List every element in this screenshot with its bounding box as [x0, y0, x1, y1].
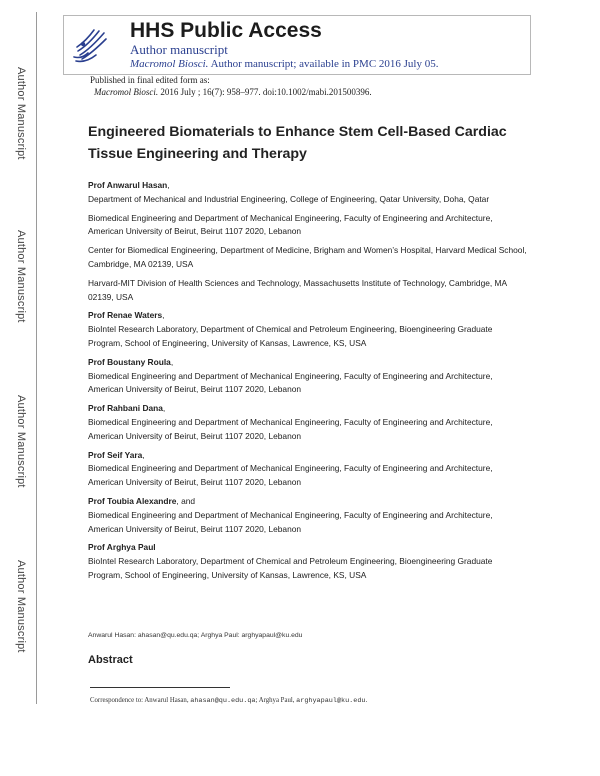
author-block: [88, 541, 528, 582]
availability-text: Author manuscript; available in PMC 2016 July 05.: [208, 58, 439, 70]
abstract-heading: Abstract: [88, 654, 133, 666]
author-name-line: [88, 402, 528, 416]
citation-journal: Macromol Biosci.: [94, 86, 159, 97]
hhs-public-access-title: HHS Public Access: [130, 19, 322, 42]
correspondence-footnote: [90, 697, 367, 705]
author-affiliation: Biomedical Engineering and Department of Mechanical Engineering, Faculty of Engineering and Architecture, American University of Beirut, Beirut 1107 2020, Lebanon: [88, 416, 493, 441]
availability-line: [130, 58, 439, 70]
publication-info: [90, 75, 372, 98]
author-name: Prof Renae Waters: [88, 310, 163, 321]
author-affiliation: Biomedical Engineering and Department of Mechanical Engineering, Faculty of Engineering and Architecture, American University of Beirut, Beirut 1107 2020, Lebanon: [88, 370, 493, 395]
author-affiliation: Biomedical Engineering and Department of Mechanical Engineering, Faculty of Engineering and Architecture, American University of Beirut, Beirut 1107 2020, Lebanon: [88, 463, 493, 488]
footnote-prefix: Correspondence to: Anwarul Hasan,: [90, 697, 191, 704]
article-title: Engineered Biomaterials to Enhance Stem Cell-Based Cardiac Tissue Engineering and Therapy: [88, 124, 507, 162]
published-label: Published in final edited form as:: [90, 75, 210, 85]
author-name: Prof Toubia Alexandre: [88, 495, 177, 506]
footnote-middle: ; Arghya Paul,: [255, 697, 297, 704]
author-block: [88, 495, 528, 536]
author-name-line: [88, 356, 528, 370]
author-name-line: [88, 309, 528, 323]
side-label-4: Author Manuscript: [15, 560, 27, 653]
footnote-email-paul[interactable]: arghyapaul@ku.edu: [296, 697, 366, 705]
author-block: [88, 356, 528, 397]
author-affiliation: BioIntel Research Laboratory, Department of Chemical and Petroleum Engineering, Bioengineering Graduate Program, School of Engineering, University of Kansas, Lawrence, KS, USA: [88, 324, 493, 348]
author-name-suffix: ,: [142, 449, 145, 460]
author-block: [88, 309, 528, 350]
author-block: [88, 449, 528, 490]
footnote-email-hasan[interactable]: ahasan@qu.edu.qa: [190, 697, 256, 705]
author-list: [88, 179, 528, 583]
author-name-suffix: ,: [162, 403, 166, 414]
citation-line: [90, 87, 372, 99]
side-label-2: Author Manuscript: [15, 230, 27, 323]
side-label-3: Author Manuscript: [15, 395, 27, 488]
author-name-suffix: ,: [170, 356, 174, 367]
author-affiliation: Biomedical Engineering and Department of Mechanical Engineering, Faculty of Engineering and Architecture, American University of Beirut, Beirut 1107 2020, Lebanon: [88, 509, 493, 534]
author-block: [88, 402, 528, 443]
author-name-line: [88, 179, 528, 193]
author-affiliation: Department of Mechanical and Industrial Engineering, College of Engineering, Qatar University, Doha, Qatar: [88, 193, 490, 204]
author-affiliation: Center for Biomedical Engineering, Department of Medicine, Brigham and Women’s Hospital, Harvard Medical School, Cambridge, MA 02139, USA: [88, 245, 527, 269]
author-emails: Anwarul Hasan: ahasan@qu.edu.qa; Arghya Paul: arghyapaul@ku.edu: [88, 632, 303, 639]
author-name-suffix: ,: [162, 310, 165, 321]
author-affiliation: Biomedical Engineering and Department of Mechanical Engineering, Faculty of Engineering and Architecture, American University of Beirut, Beirut 1107 2020, Lebanon: [88, 212, 493, 237]
author-name-line: [88, 541, 528, 555]
hhs-header: [63, 15, 531, 75]
side-divider: [36, 12, 37, 704]
citation-details: 2016 July ; 16(7): 958–977. doi:10.1002/mabi.201500396.: [158, 86, 372, 97]
author-affiliation: Harvard-MIT Division of Health Sciences and Technology, Massachusetts Institute of Technology, Cambridge, MA 02139, USA: [88, 277, 507, 302]
hhs-eagle-logo-icon: [66, 19, 116, 69]
journal-name: Macromol Biosci.: [130, 58, 209, 70]
side-label-1: Author Manuscript: [15, 67, 27, 160]
author-name-suffix: ,: [167, 180, 170, 190]
author-name: Prof Anwarul Hasan: [88, 180, 168, 190]
author-name: Prof Rahbani Dana: [88, 403, 163, 414]
footnote-suffix: .: [365, 697, 368, 704]
author-block: [88, 179, 528, 304]
author-name-suffix: , and: [176, 495, 196, 506]
author-name-line: [88, 449, 528, 463]
author-name: Prof Boustany Roula: [88, 356, 171, 367]
author-name-line: [88, 495, 528, 509]
author-manuscript-label: Author manuscript: [130, 42, 228, 57]
author-name: Prof Seif Yara: [88, 449, 143, 460]
footnote-divider: [90, 687, 230, 688]
author-affiliation: BioIntel Research Laboratory, Department of Chemical and Petroleum Engineering, Bioengineering Graduate Program, School of Engineering, University of Kansas, Lawrence, KS, USA: [88, 556, 493, 580]
author-name: Prof Arghya Paul: [88, 542, 156, 553]
